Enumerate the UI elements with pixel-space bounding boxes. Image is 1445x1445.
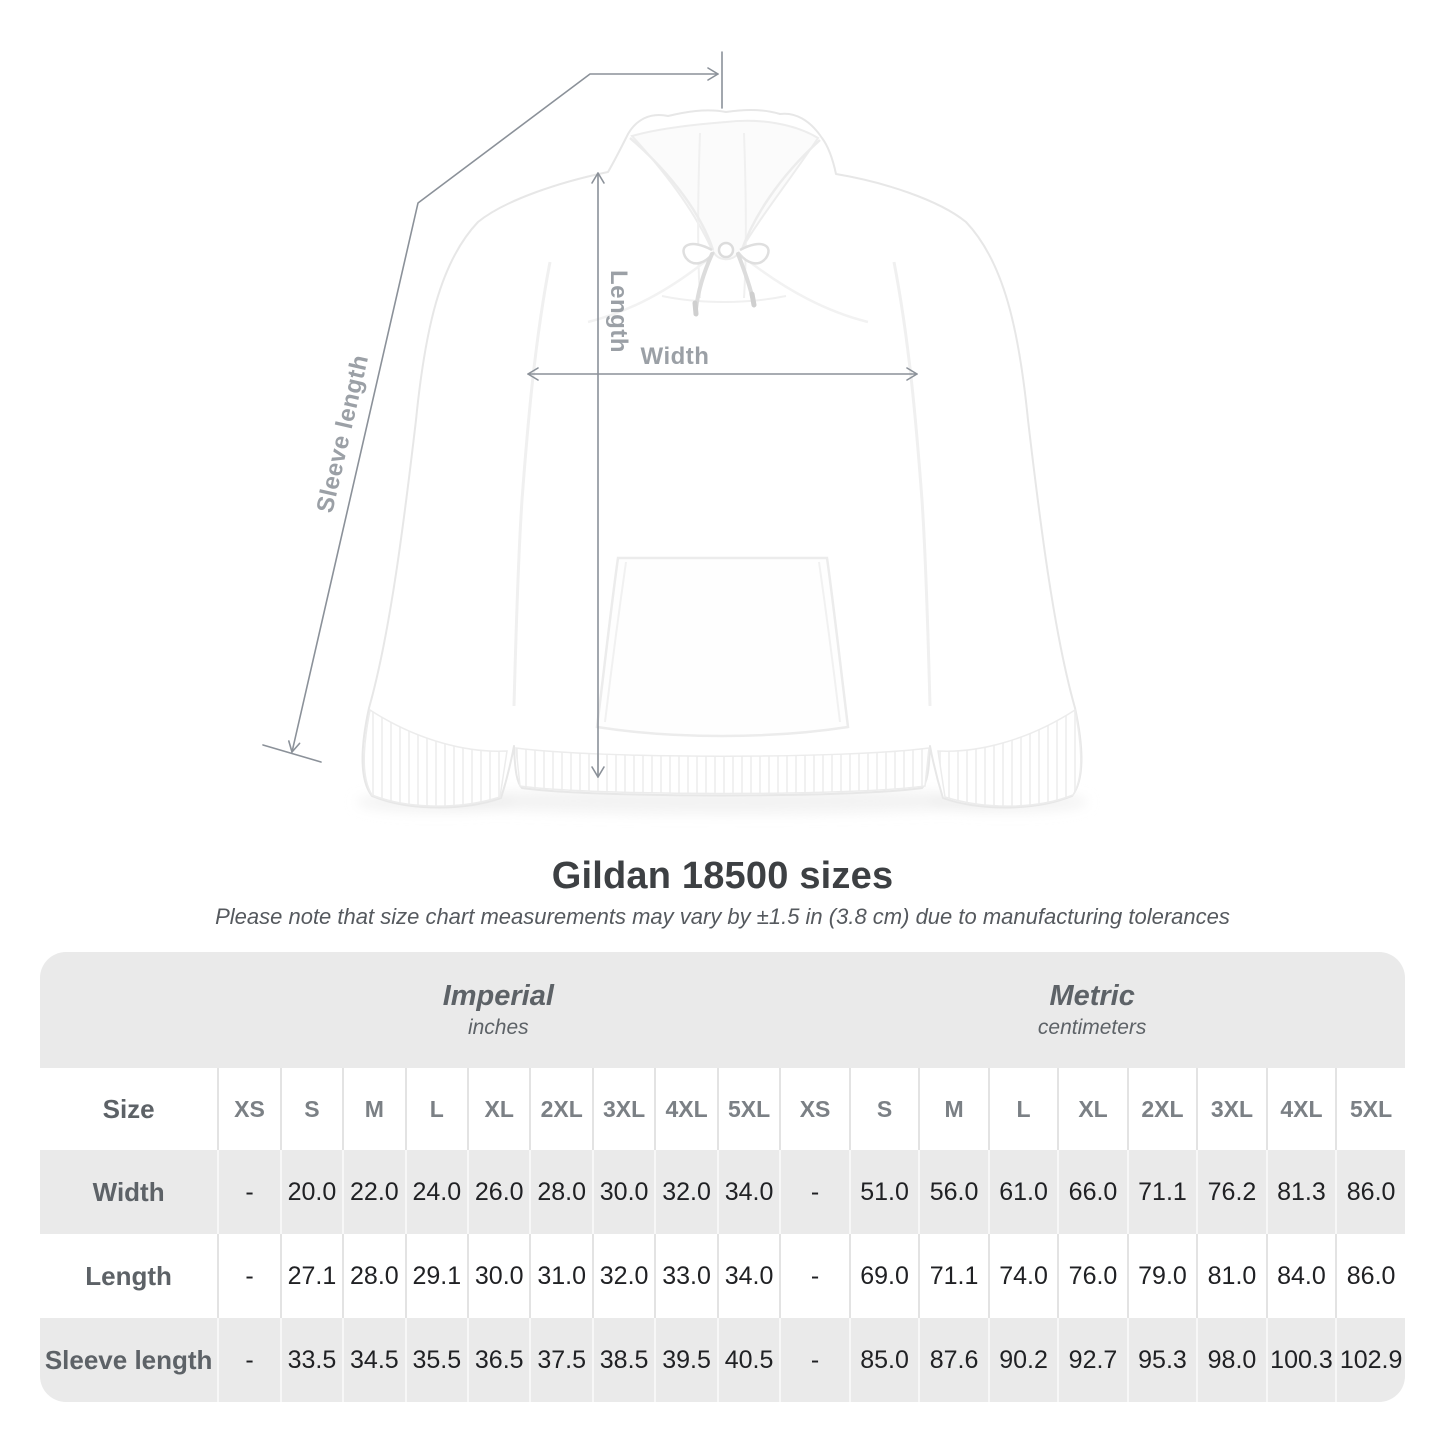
value-cell: 81.3: [1266, 1150, 1335, 1234]
value-cell: 33.5: [280, 1318, 342, 1402]
value-cell: 81.0: [1196, 1234, 1265, 1318]
value-cell: 34.0: [717, 1234, 780, 1318]
page-title: Gildan 18500 sizes: [551, 855, 894, 897]
value-cell: 33.0: [654, 1234, 716, 1318]
value-cell: 92.7: [1057, 1318, 1126, 1402]
value-cell: 38.5: [592, 1318, 654, 1402]
value-cell: 35.5: [405, 1318, 467, 1402]
value-cell: 29.1: [405, 1234, 467, 1318]
size-col-header-imperial-4XL: 4XL: [654, 1068, 716, 1150]
row-label: Length: [85, 1260, 172, 1291]
value-cell: 28.0: [529, 1150, 591, 1234]
sleeve-length-label: Sleeve length: [311, 352, 375, 516]
value-cell: 56.0: [918, 1150, 987, 1234]
length-label: Length: [605, 270, 632, 353]
value-cell: 39.5: [654, 1318, 716, 1402]
row-label: Width: [92, 1176, 165, 1207]
size-col-header-imperial-5XL: 5XL: [717, 1068, 780, 1150]
value-cell: 102.9: [1335, 1318, 1405, 1402]
value-cell: 76.0: [1057, 1234, 1126, 1318]
unit-group-unit: inches: [467, 1016, 529, 1039]
value-cell: 51.0: [849, 1150, 918, 1234]
value-cell: 20.0: [280, 1150, 342, 1234]
value-cell: 40.5: [717, 1318, 780, 1402]
value-cell: 37.5: [529, 1318, 591, 1402]
unit-band-corner: [40, 952, 217, 1068]
value-cell: 66.0: [1057, 1150, 1126, 1234]
size-col-header-imperial-XL: XL: [467, 1068, 529, 1150]
unit-group-name: Metric: [1049, 980, 1135, 1012]
value-cell: 71.1: [918, 1234, 987, 1318]
size-col-header-imperial-3XL: 3XL: [592, 1068, 654, 1150]
value-cell: 24.0: [405, 1150, 467, 1234]
value-cell: 36.5: [467, 1318, 529, 1402]
value-cell: 86.0: [1335, 1150, 1405, 1234]
size-col-header-metric-M: M: [918, 1068, 987, 1150]
sleeve-length-cuff-tick: [263, 745, 321, 762]
size-table-wrap: [40, 952, 1405, 1402]
value-cell: 30.0: [467, 1234, 529, 1318]
value-cell: 76.2: [1196, 1150, 1265, 1234]
value-cell: 90.2: [988, 1318, 1057, 1402]
value-cell: 32.0: [592, 1234, 654, 1318]
size-corner-header: Size: [102, 1093, 155, 1124]
page-subtitle: Please note that size chart measurements may vary by ±1.5 in (3.8 cm) due to manufacturing tolerances: [215, 904, 1230, 929]
size-col-header-imperial-L: L: [405, 1068, 467, 1150]
table-row: [40, 1150, 1405, 1234]
size-header-row: [40, 1068, 1405, 1150]
value-cell: -: [217, 1318, 279, 1402]
size-col-header-metric-XL: XL: [1057, 1068, 1126, 1150]
size-col-header-imperial-2XL: 2XL: [529, 1068, 591, 1150]
value-cell: 27.1: [280, 1234, 342, 1318]
value-cell: 31.0: [529, 1234, 591, 1318]
value-cell: 32.0: [654, 1150, 716, 1234]
size-table: [40, 952, 1405, 1402]
size-col-header-metric-3XL: 3XL: [1196, 1068, 1265, 1150]
unit-group-name: Imperial: [442, 980, 554, 1012]
size-col-header-metric-S: S: [849, 1068, 918, 1150]
value-cell: 98.0: [1196, 1318, 1265, 1402]
value-cell: 30.0: [592, 1150, 654, 1234]
size-col-header-metric-L: L: [988, 1068, 1057, 1150]
value-cell: 26.0: [467, 1150, 529, 1234]
kangaroo-pocket: [597, 558, 848, 736]
value-cell: 87.6: [918, 1318, 987, 1402]
value-cell: 34.5: [342, 1318, 404, 1402]
unit-group-unit: centimeters: [1037, 1016, 1147, 1039]
value-cell: -: [779, 1234, 848, 1318]
size-col-header-metric-5XL: 5XL: [1335, 1068, 1405, 1150]
width-label: Width: [640, 343, 710, 370]
size-col-header-metric-4XL: 4XL: [1266, 1068, 1335, 1150]
value-cell: 100.3: [1266, 1318, 1335, 1402]
value-cell: 71.1: [1127, 1150, 1196, 1234]
size-col-header-metric-XS: XS: [779, 1068, 848, 1150]
value-cell: 69.0: [849, 1234, 918, 1318]
hoodie-illustration: [363, 110, 1082, 808]
row-label: Sleeve length: [44, 1344, 213, 1375]
value-cell: 85.0: [849, 1318, 918, 1402]
value-cell: -: [779, 1150, 848, 1234]
value-cell: 86.0: [1335, 1234, 1405, 1318]
size-col-header-imperial-XS: XS: [217, 1068, 279, 1150]
size-col-header-imperial-S: S: [280, 1068, 342, 1150]
table-row: [40, 1318, 1405, 1402]
value-cell: 28.0: [342, 1234, 404, 1318]
unit-group-imperial: [217, 952, 779, 1068]
value-cell: -: [217, 1150, 279, 1234]
unit-band-row: [40, 952, 1405, 1068]
size-col-header-imperial-M: M: [342, 1068, 404, 1150]
value-cell: 34.0: [717, 1150, 780, 1234]
value-cell: -: [217, 1234, 279, 1318]
size-col-header-metric-2XL: 2XL: [1127, 1068, 1196, 1150]
value-cell: -: [779, 1318, 848, 1402]
value-cell: 74.0: [988, 1234, 1057, 1318]
table-row: [40, 1234, 1405, 1318]
value-cell: 79.0: [1127, 1234, 1196, 1318]
unit-group-metric: [779, 952, 1405, 1068]
value-cell: 61.0: [988, 1150, 1057, 1234]
value-cell: 22.0: [342, 1150, 404, 1234]
value-cell: 84.0: [1266, 1234, 1335, 1318]
value-cell: 95.3: [1127, 1318, 1196, 1402]
